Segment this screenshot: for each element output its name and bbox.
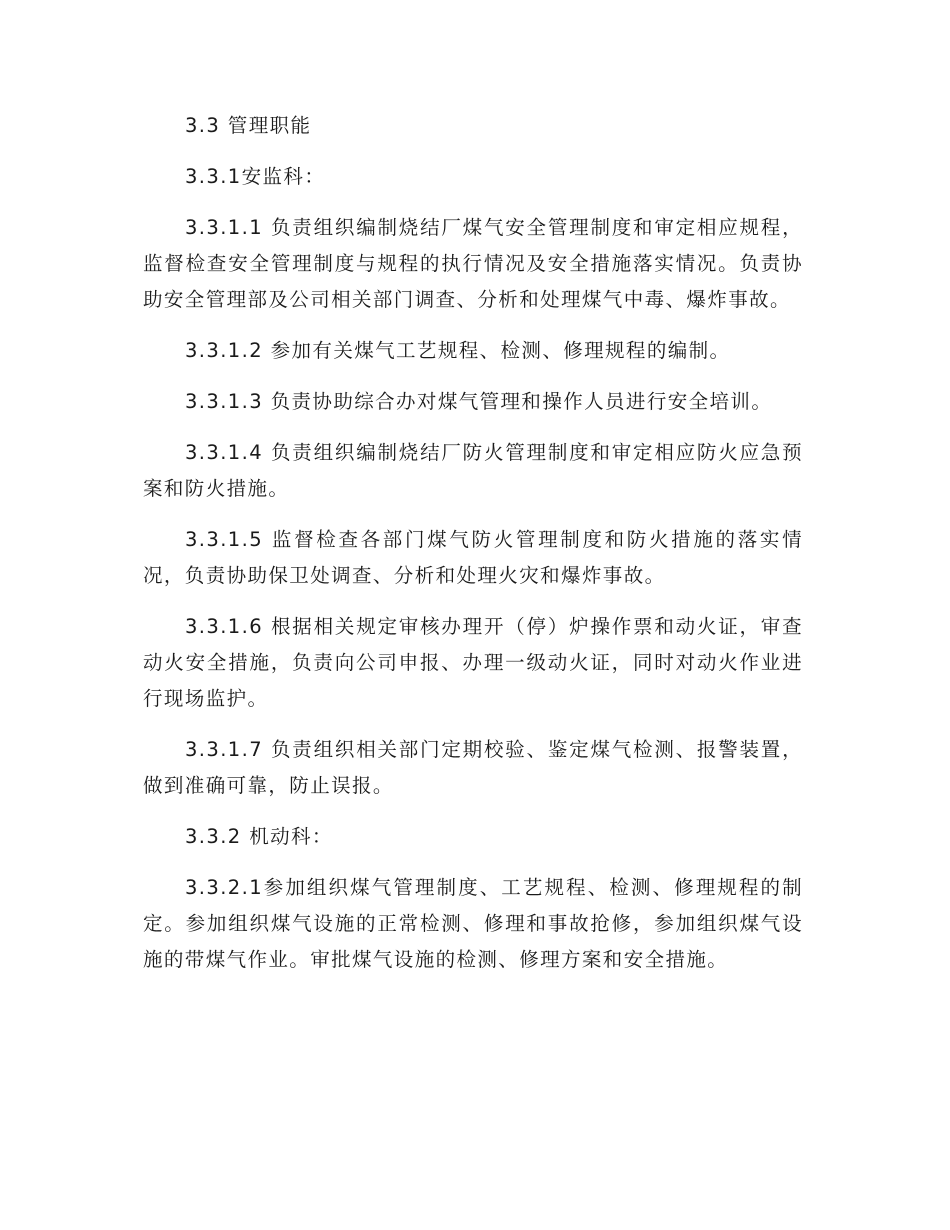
paragraph-3-3-1-7: 3.3.1.7 负责组织相关部门定期校验、鉴定煤气检测、报警装置，做到准确可靠，防止误报。	[143, 738, 803, 797]
subsection-heading-3-3-1: 3.3.1安监科：	[185, 165, 326, 188]
section-heading-3-3: 3.3 管理职能	[185, 114, 312, 137]
paragraph-3-3-1-3: 3.3.1.3 负责协助综合办对煤气管理和操作人员进行安全培训。	[185, 390, 773, 413]
paragraph-3-3-1-4: 3.3.1.4 负责组织编制烧结厂防火管理制度和审定相应防火应急预案和防火措施。	[143, 441, 803, 500]
subsection-heading-3-3-2: 3.3.2 机动科：	[185, 825, 333, 848]
paragraph-3-3-1-1: 3.3.1.1 负责组织编制烧结厂煤气安全管理制度和审定相应规程，监督检查安全管理制度与规程的执行情况及安全措施落实情况。负责协助安全管理部及公司相关部门调查、分析和处理煤气中毒、爆炸事故。	[143, 216, 803, 311]
paragraph-3-3-2-1: 3.3.2.1参加组织煤气管理制度、工艺规程、检测、修理规程的制定。参加组织煤气设施的正常检测、修理和事故抢修，参加组织煤气设施的带煤气作业。审批煤气设施的检测、修理方案和安全措施。	[143, 876, 803, 971]
paragraph-3-3-1-6: 3.3.1.6 根据相关规定审核办理开（停）炉操作票和动火证，审查动火安全措施，负责向公司申报、办理一级动火证，同时对动火作业进行现场监护。	[143, 615, 803, 710]
paragraph-3-3-1-2: 3.3.1.2 参加有关煤气工艺规程、检测、修理规程的编制。	[185, 339, 731, 362]
paragraph-3-3-1-5: 3.3.1.5 监督检查各部门煤气防火管理制度和防火措施的落实情况，负责协助保卫处调查、分析和处理火灾和爆炸事故。	[143, 528, 803, 587]
document-body	[143, 108, 803, 993]
